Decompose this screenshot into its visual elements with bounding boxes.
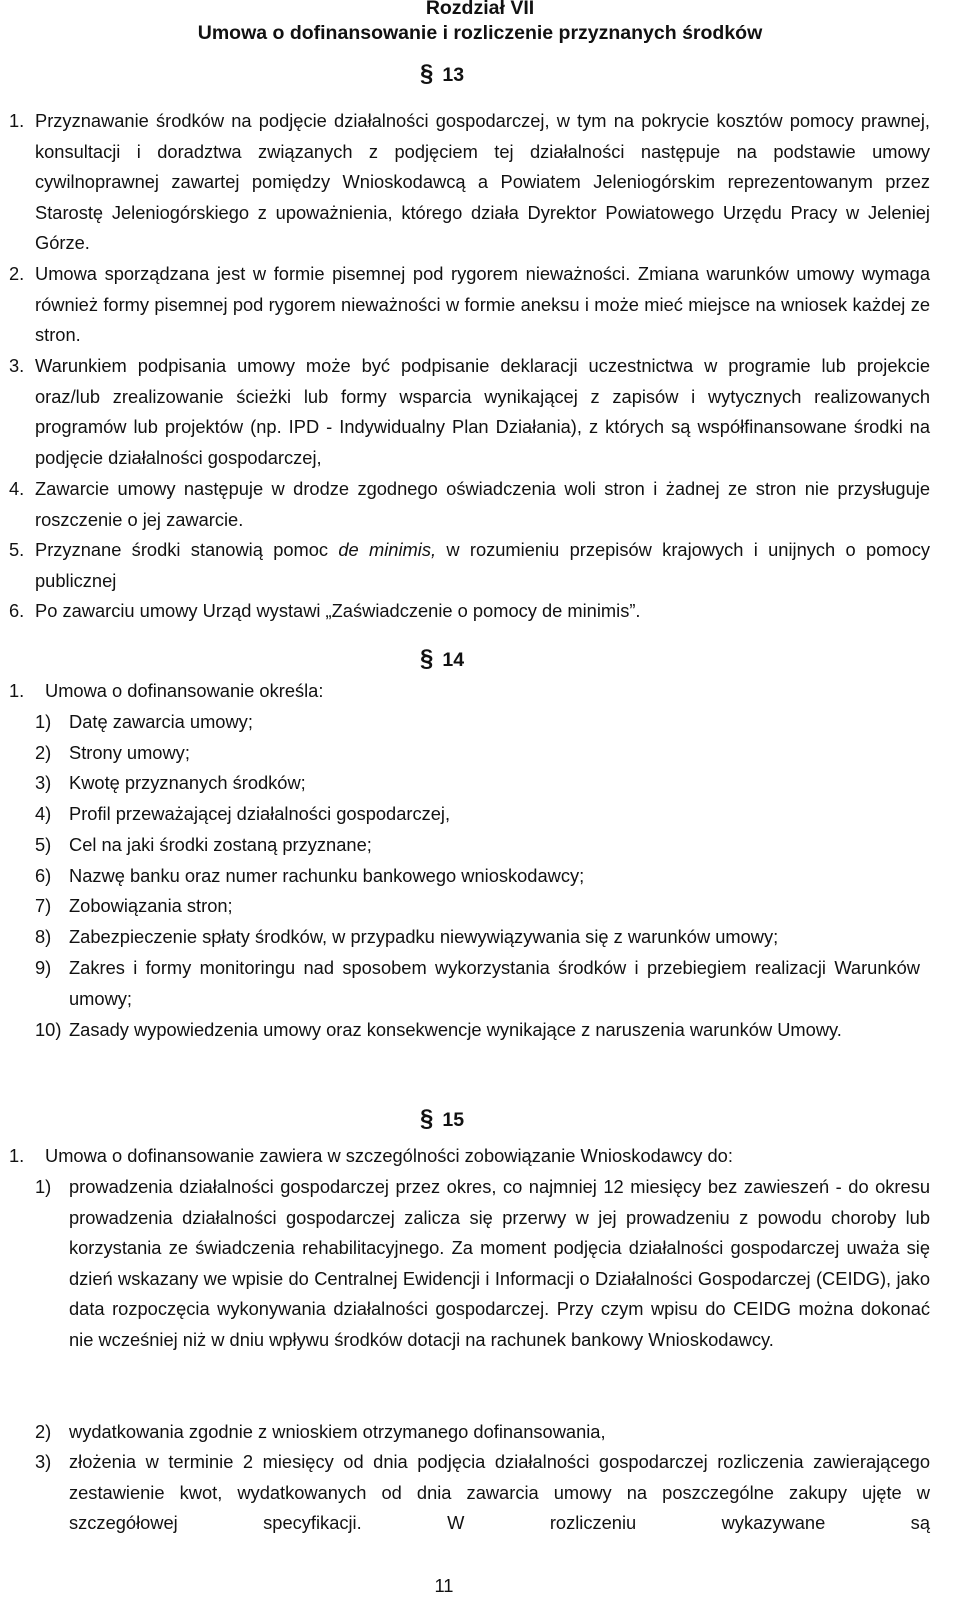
paragraph-text: Umowa o dofinansowanie określa: [45,680,324,701]
list-item: 3) złożenia w terminie 2 miesięcy od dnia podjęcia działalności gospodarczej rozliczenia zawierającego zestawienie kwot, wydatkowanych od dnia zawarcia umowy na poszczególne zakupy ujęte w szczegółowej specyfikacji. W rozliczeniu wykazywane są [35,1451,930,1534]
paragraph-number: 1. [9,110,25,131]
paragraph-text: Umowa o dofinansowanie zawiera w szczególności zobowiązanie Wnioskodawcy do: [45,1145,733,1166]
section-13-paragraph-4 [9,474,930,535]
list-item: 1) prowadzenia działalności gospodarczej przez okres, co najmniej 12 miesięcy bez zawieszeń - do okresu prowadzenia działalności gospodarczej zalicza się przerwy w jej prowadzeniu z powodu choroby lub korzystania ze świadczenia rehabilitacyjnego. Za moment podjęcia działalności gospodarczej uważa się dzień wskazany we wpisie do Centralnej Ewidencji i Informacji o Działalności Gospodarczej (CEIDG), jako data rozpoczęcia wykonywania działalności gospodarczej. Przy czym wpisu do CEIDG można dokonać nie wcześniej niż w dniu wpływu środków dotacji na rachunek bankowy Wnioskodawcy. [35,1176,930,1350]
list-item: 10) Zasady wypowiedzenia umowy oraz konsekwencje wynikające z naruszenia warunków Umowy. [35,1019,842,1040]
paragraph-number: 1. [9,1145,25,1166]
paragraph-text: Przyznane środki stanowią pomoc [35,539,339,560]
paragraph-number: 1. [9,680,25,701]
paragraph-number: 6. [9,600,25,621]
list-item: 4) Profil przeważającej działalności gospodarczej, [35,803,451,824]
paragraph-number: 4. [9,478,25,499]
chapter-heading: Rozdział VII [425,0,535,19]
section-13-paragraph-6 [9,596,930,627]
paragraph-text: Zawarcie umowy następuje w drodze zgodnego oświadczenia woli stron i żadnej ze stron nie przysługuje roszczenie o jej zawarcie. [35,478,930,530]
paragraph-number: 5. [9,539,25,560]
list-item: 9) Zakres i formy monitoringu nad sposobem wykorzystania środków i przebiegiem realizacji Warunków umowy; [35,957,920,1009]
paragraph-number: 2. [9,263,25,284]
paragraph-text: Po zawarciu umowy Urząd wystawi „Zaświadczenie o pomocy de minimis”. [35,600,641,621]
list-item: 2) wydatkowania zgodnie z wnioskiem otrzymanego dofinansowania, [35,1421,606,1442]
list-item: 7) Zobowiązania stron; [35,895,233,916]
list-item: 2) Strony umowy; [35,742,190,763]
paragraph-number: 3. [9,355,25,376]
section-number: 13 [442,64,465,86]
section-13-paragraph-3 [9,351,930,473]
paragraph-text-italic: de minimis, [338,539,437,560]
section-symbol: § [420,645,434,672]
paragraph-text-end: w rozumieniu przepisów krajowych i unijnych o pomocy publicznej [35,539,930,591]
section-number: 14 [442,649,465,671]
page-number: 11 [434,1575,454,1596]
section-15-heading [420,1105,464,1133]
paragraph-text: Warunkiem podpisania umowy może być podpisanie deklaracji uczestnictwa w programie lub projekcie oraz/lub zrealizowanie ścieżki lub formy wsparcia wynikającej z zapisów i wytycznych realizowanych programów lub projektów (np. IPD - Indywidualny Plan Działania), z których są współfinansowane środki na podjęcie działalności gospodarczej, [35,355,930,468]
list-item: 8) Zabezpieczenie spłaty środków, w przypadku niewywiązywania się z warunków umowy; [35,926,779,947]
section-15-intro [9,1141,925,1172]
list-item: 6) Nazwę banku oraz numer rachunku bankowego wnioskodawcy; [35,865,585,886]
section-number: 15 [442,1109,465,1131]
section-14-intro [9,676,925,707]
paragraph-text: Umowa sporządzana jest w formie pisemnej pod rygorem nieważności. Zmiana warunków umowy wymaga również formy pisemnej pod rygorem nieważności w formie aneksu i może mieć miejsce na wniosek każdej ze stron. [35,263,930,346]
section-13-heading [420,60,464,88]
section-13-paragraph-1 [9,106,930,259]
list-item: 5) Cel na jaki środki zostaną przyznane; [35,834,372,855]
list-item: 3) Kwotę przyznanych środków; [35,772,306,793]
list-item: 1) Datę zawarcia umowy; [35,711,253,732]
chapter-title: Umowa o dofinansowanie i rozliczenie przyznanych środków [197,22,763,44]
paragraph-text: Przyznawanie środków na podjęcie działalności gospodarczej, w tym na pokrycie kosztów pomocy prawnej, konsultacji i doradztwa związanych z podjęciem tej działalności następuje na podstawie umowy cywilnoprawnej zawartej pomiędzy Wnioskodawcą a Powiatem Jeleniogórskim reprezentowanym przez Starostę Jeleniogórskiego z upoważnienia, którego działa Dyrektor Powiatowego Urzędu Pracy w Jeleniej Górze. [35,110,930,254]
section-symbol: § [420,1105,434,1132]
section-symbol: § [420,60,434,87]
section-13-paragraph-5 [9,535,930,596]
section-14-heading [420,645,464,673]
section-13-paragraph-2 [9,259,930,351]
